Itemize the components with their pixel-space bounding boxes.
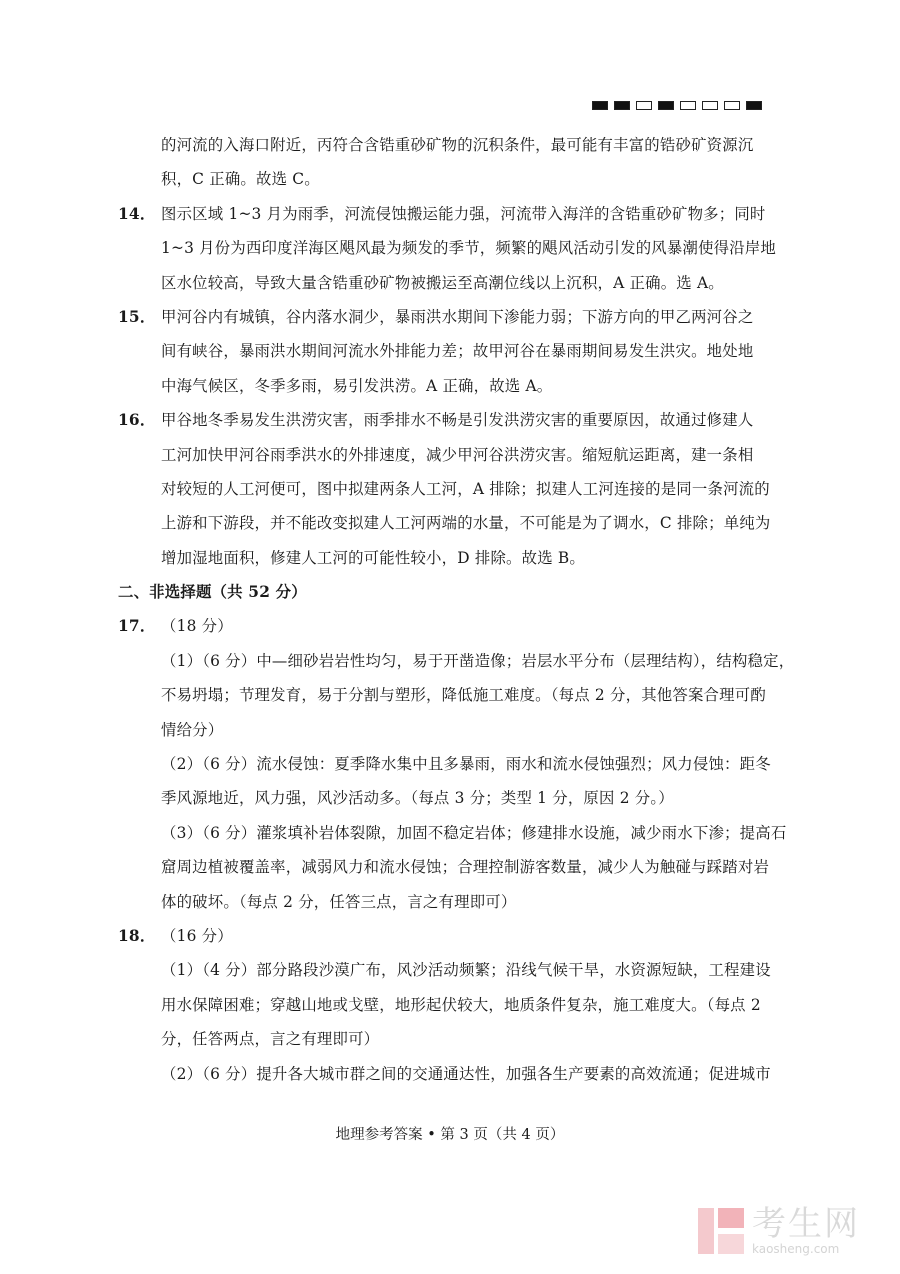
header-marks [592, 101, 762, 110]
text-line [118, 885, 778, 919]
text-line [118, 438, 778, 472]
question-number: 15． [118, 307, 156, 326]
question-number: 18． [118, 926, 156, 945]
line-text: 情给分） [161, 720, 224, 739]
text-line [118, 609, 778, 643]
watermark-logo [698, 1206, 860, 1256]
line-text: 间有峡谷，暴雨洪水期间河流水外排能力差；故甲河谷在暴雨期间易发生洪灾。地处地 [161, 342, 754, 361]
text-line [118, 472, 778, 506]
text-line [118, 334, 778, 368]
question-number: 17． [118, 617, 156, 636]
watermark-cn: 考生网 [752, 1204, 860, 1244]
line-text: 的河流的入海口附近，丙符合含锆重砂矿物的沉积条件，最可能有丰富的锆砂矿资源沉 [161, 136, 754, 154]
text-line [118, 713, 778, 747]
line-text: 增加湿地面积，修建人工河的可能性较小，D 排除。故选 B。 [161, 548, 585, 567]
header-mark-1 [614, 101, 630, 110]
section-heading: 二、非选择题（共 52 分） [118, 583, 307, 602]
page-footer: 地理参考答案 • 第 3 页（共 4 页） [335, 1127, 565, 1143]
line-text: 上游和下游段，并不能改变拟建人工河两端的水量，不可能是为了调水，C 排除；单纯为 [161, 514, 771, 533]
text-line [118, 988, 778, 1022]
text-line [118, 403, 778, 437]
header-mark-6 [724, 101, 740, 110]
header-mark-0 [592, 101, 608, 110]
line-text: （2）（6 分）流水侵蚀：夏季降水集中且多暴雨，雨水和流水侵蚀强烈；风力侵蚀：距冬 [161, 755, 771, 774]
line-text: 对较短的人工河便可，图中拟建两条人工河，A 排除；拟建人工河连接的是同一条河流的 [161, 479, 770, 498]
text-line [118, 506, 778, 540]
line-text: 窟周边植被覆盖率，减弱风力和流水侵蚀；合理控制游客数量，减少人为触碰与踩踏对岩 [161, 858, 770, 877]
text-line [118, 1022, 778, 1056]
text-line [118, 850, 778, 884]
text-line [118, 575, 778, 609]
line-text: 1~3 月份为西印度洋海区飓风最为频发的季节，频繁的飓风活动引发的风暴潮使得沿岸地 [161, 239, 777, 258]
line-text: 区水位较高，导致大量含锆重砂矿物被搬运至高潮位线以上沉积，A 正确。选 A。 [161, 273, 724, 292]
line-text: （3）（6 分）灌浆填补岩体裂隙，加固不稳定岩体；修建排水设施，减少雨水下渗；提高石 [161, 823, 787, 842]
question-number: 16． [118, 411, 156, 430]
text-line [118, 541, 778, 575]
watermark-en: kaosheng.com [752, 1242, 840, 1256]
text-line [118, 644, 795, 678]
text-line [118, 678, 778, 712]
line-text: 季风源地近，风力强，风沙活动多。（每点 3 分；类型 1 分，原因 2 分。） [161, 789, 674, 808]
line-text: 中海气候区，冬季多雨，易引发洪涝。A 正确，故选 A。 [161, 376, 553, 395]
text-line [118, 128, 778, 162]
text-line [118, 231, 778, 265]
line-text: 工河加快甲河谷雨季洪水的外排速度，减少甲河谷洪涝灾害。缩短航运距离，建一条相 [161, 445, 754, 464]
text-line [118, 266, 778, 300]
line-text: （16 分） [161, 926, 233, 945]
header-mark-4 [680, 101, 696, 110]
text-line [118, 919, 778, 953]
line-text: 不易坍塌；节理发育，易于分割与塑形，降低施工难度。（每点 2 分，其他答案合理可酌 [161, 686, 766, 705]
text-line [118, 816, 787, 850]
line-text: 积，C 正确。故选 C。 [161, 170, 320, 189]
text-line [118, 747, 778, 781]
answer-page [118, 128, 795, 1091]
text-line [118, 300, 778, 334]
line-text: （1）（4 分）部分路段沙漠广布，风沙活动频繁；沿线气候干旱，水资源短缺，工程建设 [161, 961, 771, 980]
header-mark-5 [702, 101, 718, 110]
text-line [118, 197, 778, 231]
line-text: （1）（6 分）中—细砂岩岩性均匀，易于开凿造像；岩层水平分布（层理结构），结构稳定， [161, 651, 795, 670]
line-text: 体的破坏。（每点 2 分，任答三点，言之有理即可） [161, 892, 517, 911]
line-text: 甲河谷内有城镇，谷内落水洞少，暴雨洪水期间下渗能力弱；下游方向的甲乙两河谷之 [161, 307, 754, 326]
line-text: （2）（6 分）提升各大城市群之间的交通通达性，加强各生产要素的高效流通；促进城市 [161, 1064, 771, 1083]
header-mark-2 [636, 101, 652, 110]
text-line [118, 781, 778, 815]
text-line [118, 1057, 778, 1091]
line-text: 用水保障困难；穿越山地或戈壁，地形起伏较大，地质条件复杂，施工难度大。（每点 2 [161, 995, 761, 1014]
line-text: 甲谷地冬季易发生洪涝灾害，雨季排水不畅是引发洪涝灾害的重要原因，故通过修建人 [161, 411, 754, 430]
text-line [118, 369, 778, 403]
question-number: 14． [118, 204, 156, 223]
header-mark-3 [658, 101, 674, 110]
line-text: 图示区域 1~3 月为雨季，河流侵蚀搬运能力强，河流带入海洋的含锆重砂矿物多；同时 [161, 204, 766, 223]
line-text: 分，任答两点，言之有理即可） [161, 1030, 380, 1049]
text-line [118, 162, 778, 196]
logo-icon [698, 1208, 744, 1254]
header-mark-7 [746, 101, 762, 110]
text-line [118, 953, 778, 987]
line-text: （18 分） [161, 617, 233, 636]
